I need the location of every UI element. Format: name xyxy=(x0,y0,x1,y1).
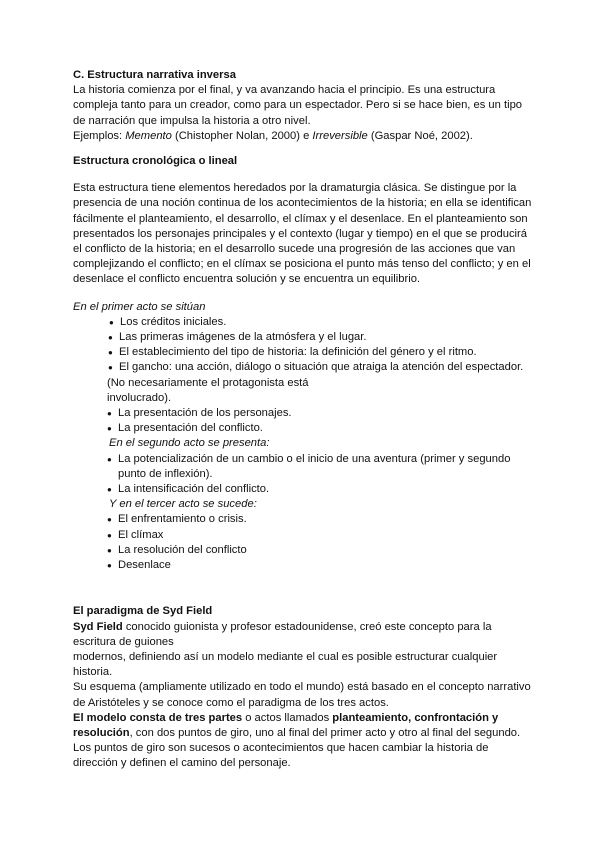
act3-list xyxy=(107,512,533,573)
section-c-examples xyxy=(73,129,533,144)
act2-list xyxy=(107,452,527,498)
examples-prefix: Ejemplos: xyxy=(73,129,126,142)
act3-caption: Y en el tercer acto se sucede: xyxy=(109,498,257,511)
lineal-heading: Estructura cronológica o lineal xyxy=(73,155,238,168)
syd-field-intro: conocido guionista y profesor estadounidense, creó este concepto para la escritura de guiones xyxy=(73,620,492,648)
lineal-paragraph: Esta estructura tiene elementos heredados por la dramaturgia clásica. Se distingue por la presencia de una noción continua de los acontecimientos de la historia; en ella se identifican fácilmente el planteamiento, el desarrollo, el clímax y el desenlace. En el planteamiento son presentados los personajes principales y el contexto (lugar y tiempo) en el que se producirá el conflicto de la historia; en el desarrollo sucede una progresión de las acciones que van complejizando el conflicto; en el clímax se posiciona el punto más tenso del conflicto; y en el desenlace el conflicto encuentra solución y se encuentra un equilibrio. xyxy=(73,182,532,286)
acts-named: o actos llamados xyxy=(242,711,333,724)
list-item: ● Los créditos iniciales. xyxy=(109,315,533,330)
list-item: ● El establecimiento del tipo de historia: la definición del género y el ritmo. xyxy=(108,345,533,360)
example-2-details: (Gaspar Noé, 2002). xyxy=(367,129,473,142)
act1-list-b xyxy=(107,406,533,436)
list-item: ● El gancho: una acción, diálogo o situación que atraiga la atención del espectador. xyxy=(108,360,533,375)
list-item: ● Desenlace xyxy=(107,558,533,573)
section-c-heading: C. Estructura narrativa inversa xyxy=(73,69,236,81)
example-1-title: Memento xyxy=(125,129,172,142)
syd-field-name: Syd Field xyxy=(73,620,123,633)
act1-note-line1: (No necesariamente el protagonista está xyxy=(107,376,309,389)
list-item: ● La presentación del conflicto. xyxy=(107,421,533,436)
syd-field-paragraph-1 xyxy=(73,620,533,650)
example-1-details: (Chistopher Nolan, 2000) e xyxy=(171,129,313,142)
syd-field-heading: El paradigma de Syd Field xyxy=(73,605,213,618)
list-item: ● Las primeras imágenes de la atmósfera y el lugar. xyxy=(108,330,533,345)
act2-caption: En el segundo acto se presenta: xyxy=(109,437,270,450)
syd-field-paragraph-3 xyxy=(73,711,533,741)
list-item: ● La intensificación del conflicto. xyxy=(107,482,527,497)
act1-caption: En el primer acto se sitúan xyxy=(73,300,206,313)
three-parts-phrase: El modelo consta de tres partes xyxy=(73,711,243,724)
syd-field-paragraph-1b: modernos, definiendo así un modelo mediante el cual es posible estructurar cualquier historia. xyxy=(73,650,498,679)
act1-note-line2: involucrado). xyxy=(107,391,172,404)
list-item: ● La presentación de los personajes. xyxy=(107,406,533,421)
list-item: ● El enfrentamiento o crisis. xyxy=(107,512,533,527)
section-c-paragraph: La historia comienza por el final, y va avanzando hacia el principio. Es una estructura compleja tanto para un creador, como para un espectador. Pero si se hace bien, es un tipo de narración que impulsa la historia a otro nivel. xyxy=(73,84,523,127)
example-2-title: Irreversible xyxy=(312,129,368,142)
document-page xyxy=(73,68,533,772)
list-item: ● La resolución del conflicto xyxy=(107,543,533,558)
act1-list xyxy=(109,315,533,330)
turning-points-text: , con dos puntos de giro, uno al final del primer acto y otro al final del segundo. xyxy=(129,726,521,739)
three-acts-names: planteamiento, confrontación y resolución xyxy=(73,711,499,739)
syd-field-paragraph-2: Su esquema (ampliamente utilizado en todo el mundo) está basado en el concepto narrativo de Aristóteles y se conoce como el paradigma de los tres actos. xyxy=(73,681,531,709)
act1-list-cont xyxy=(108,330,533,376)
list-item: ● La potencialización de un cambio o el inicio de una aventura (primer y segundo punto de inflexión). xyxy=(107,452,527,482)
syd-field-paragraph-4: Los puntos de giro son sucesos o acontecimientos que hacen cambiar la historia de dirección y definen el camino del personaje. xyxy=(73,742,489,770)
list-item: ● El clímax xyxy=(107,528,533,543)
